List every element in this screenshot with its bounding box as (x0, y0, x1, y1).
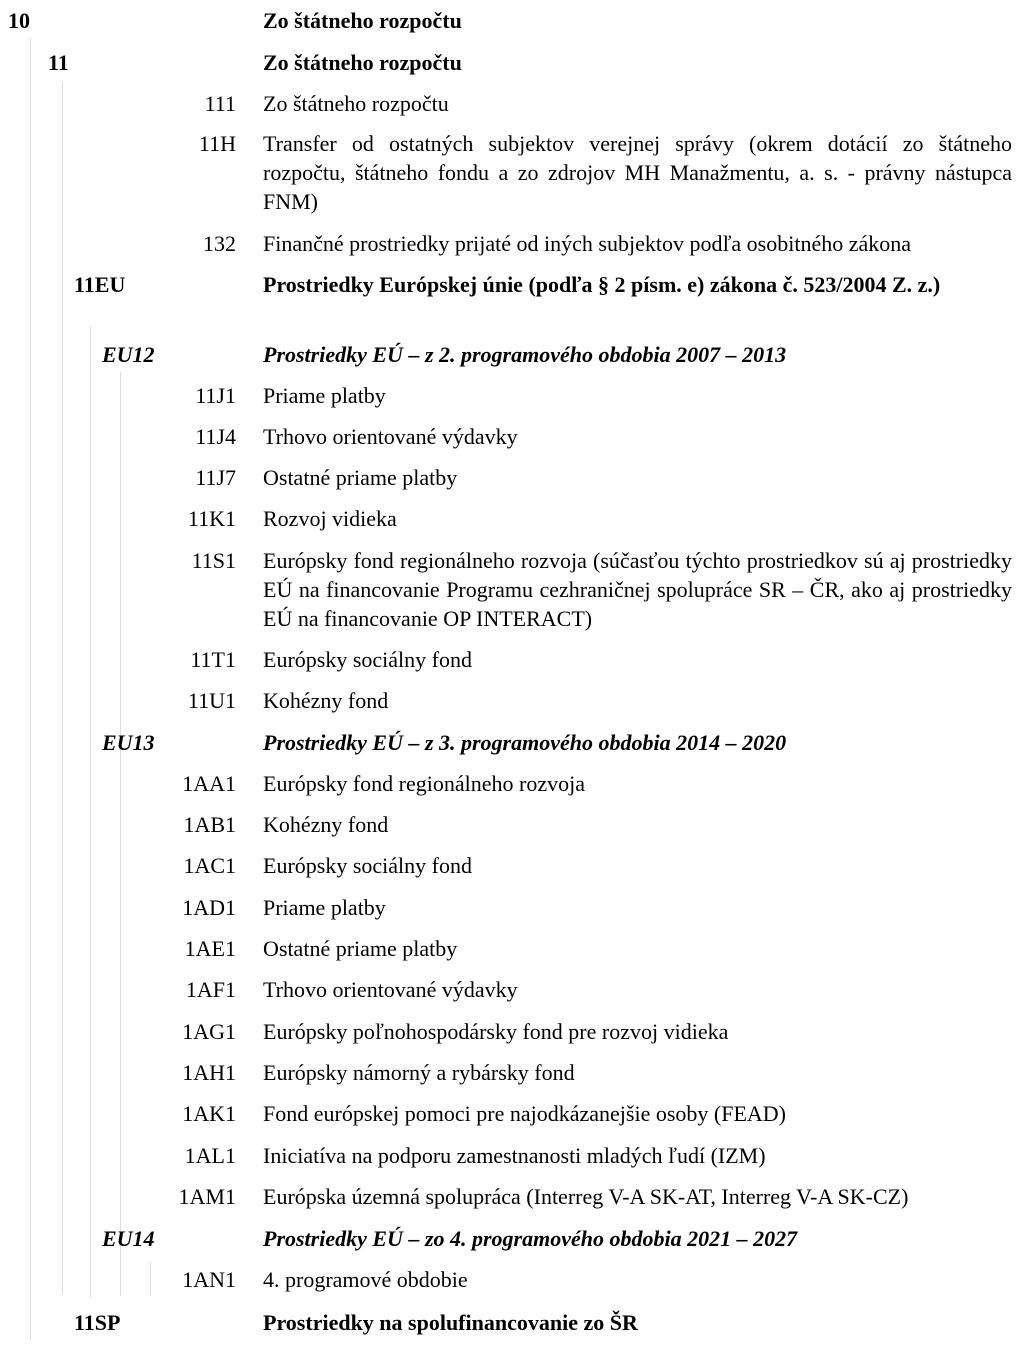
item-text: Prostriedky EÚ – zo 4. programového obdobia 2021 – 2027 (263, 1226, 798, 1251)
item-code: 11T1 (190, 647, 236, 672)
item-text: Prostriedky Európskej únie (podľa § 2 písm. e) zákona č. 523/2004 Z. z.) (263, 272, 941, 297)
item-code: EU14 (102, 1226, 155, 1251)
item-code: 1AM1 (178, 1184, 236, 1209)
item-text: Zo štátneho rozpočtu (263, 8, 462, 33)
item-text: Trhovo orientované výdavky (263, 424, 518, 449)
item-code: 1AL1 (184, 1143, 236, 1168)
item-code: 11K1 (187, 506, 236, 531)
item-text: Iniciatíva na podporu zamestnanosti mladých ľudí (IZM) (263, 1143, 766, 1168)
item-text: Kohézny fond (263, 688, 389, 713)
item-code: 10 (8, 8, 30, 33)
item-text: Európsky fond regionálneho rozvoja (263, 771, 585, 796)
item-text: Ostatné priame platby (263, 465, 458, 490)
item-text: Európsky sociálny fond (263, 853, 472, 878)
item-code: 11J7 (195, 465, 236, 490)
item-text: Priame platby (263, 895, 386, 920)
item-text: Fond európskej pomoci pre najodkázanejšie osoby (FEAD) (263, 1101, 786, 1126)
item-text: Európsky sociálny fond (263, 647, 472, 672)
item-code: 1AE1 (184, 936, 236, 961)
item-code: 1AF1 (185, 977, 236, 1002)
item-text: Kohézny fond (263, 812, 389, 837)
hierarchy-guide-line (30, 38, 31, 1340)
item-text: Trhovo orientované výdavky (263, 977, 518, 1002)
item-code: 11S1 (191, 548, 236, 573)
hierarchy-guide-line (90, 326, 91, 1298)
item-code: 1AB1 (183, 812, 236, 837)
item-text: Ostatné priame platby (263, 936, 458, 961)
item-text: Transfer od ostatných subjektov verejnej správy (okrem dotácií zo štátneho rozpočtu, štátneho fondu a zo zdrojov MH Manažmentu, a. s. - právny nástupca FNM) (263, 131, 1012, 214)
item-text: Zo štátneho rozpočtu (263, 50, 462, 75)
item-code: EU13 (102, 730, 155, 755)
item-text: Priame platby (263, 383, 386, 408)
item-text: Európska územná spolupráca (Interreg V-A SK-AT, Interreg V-A SK-CZ) (263, 1184, 909, 1209)
item-code: 1AG1 (182, 1019, 236, 1044)
item-code: 11U1 (187, 688, 236, 713)
item-code: 11J1 (195, 383, 236, 408)
item-text: Finančné prostriedky prijaté od iných subjektov podľa osobitného zákona (263, 231, 912, 256)
item-text: Prostriedky na spolufinancovanie zo ŠR (263, 1310, 638, 1335)
item-text: Prostriedky EÚ – z 2. programového obdobia 2007 – 2013 (263, 342, 787, 367)
item-text: 4. programové obdobie (263, 1267, 468, 1292)
item-code: 1AK1 (182, 1101, 236, 1126)
item-text: Rozvoj vidieka (263, 506, 397, 531)
hierarchy-guide-line (150, 1262, 151, 1296)
item-text: Prostriedky EÚ – z 3. programového obdobia 2014 – 2020 (263, 730, 787, 755)
item-code: 1AN1 (182, 1267, 236, 1292)
item-text: Európsky poľnohospodársky fond pre rozvoj vidieka (263, 1019, 729, 1044)
item-code: 11 (48, 50, 69, 75)
hierarchy-guide-line (120, 372, 121, 1296)
item-text: Zo štátneho rozpočtu (263, 91, 449, 116)
item-code: 111 (204, 91, 236, 116)
item-code: 132 (203, 231, 236, 256)
item-text: Európsky námorný a rybársky fond (263, 1060, 575, 1085)
item-code: 11J4 (195, 424, 236, 449)
item-code: 11SP (74, 1310, 121, 1335)
item-code: EU12 (102, 342, 155, 367)
item-code: 1AC1 (183, 853, 236, 878)
item-code: 1AD1 (182, 895, 236, 920)
item-code: 11H (198, 131, 236, 156)
item-text: Európsky fond regionálneho rozvoja (súčasťou týchto prostriedkov sú aj prostriedky EÚ na financovanie Programu cezhraničnej spolupráce SR – ČR, ako aj prostriedky EÚ na financovanie OP INTERACT) (263, 548, 1012, 631)
item-code: 1AA1 (182, 771, 236, 796)
hierarchy-guide-line (62, 82, 63, 1294)
item-code: 1AH1 (182, 1060, 236, 1085)
item-code: 11EU (74, 272, 126, 297)
